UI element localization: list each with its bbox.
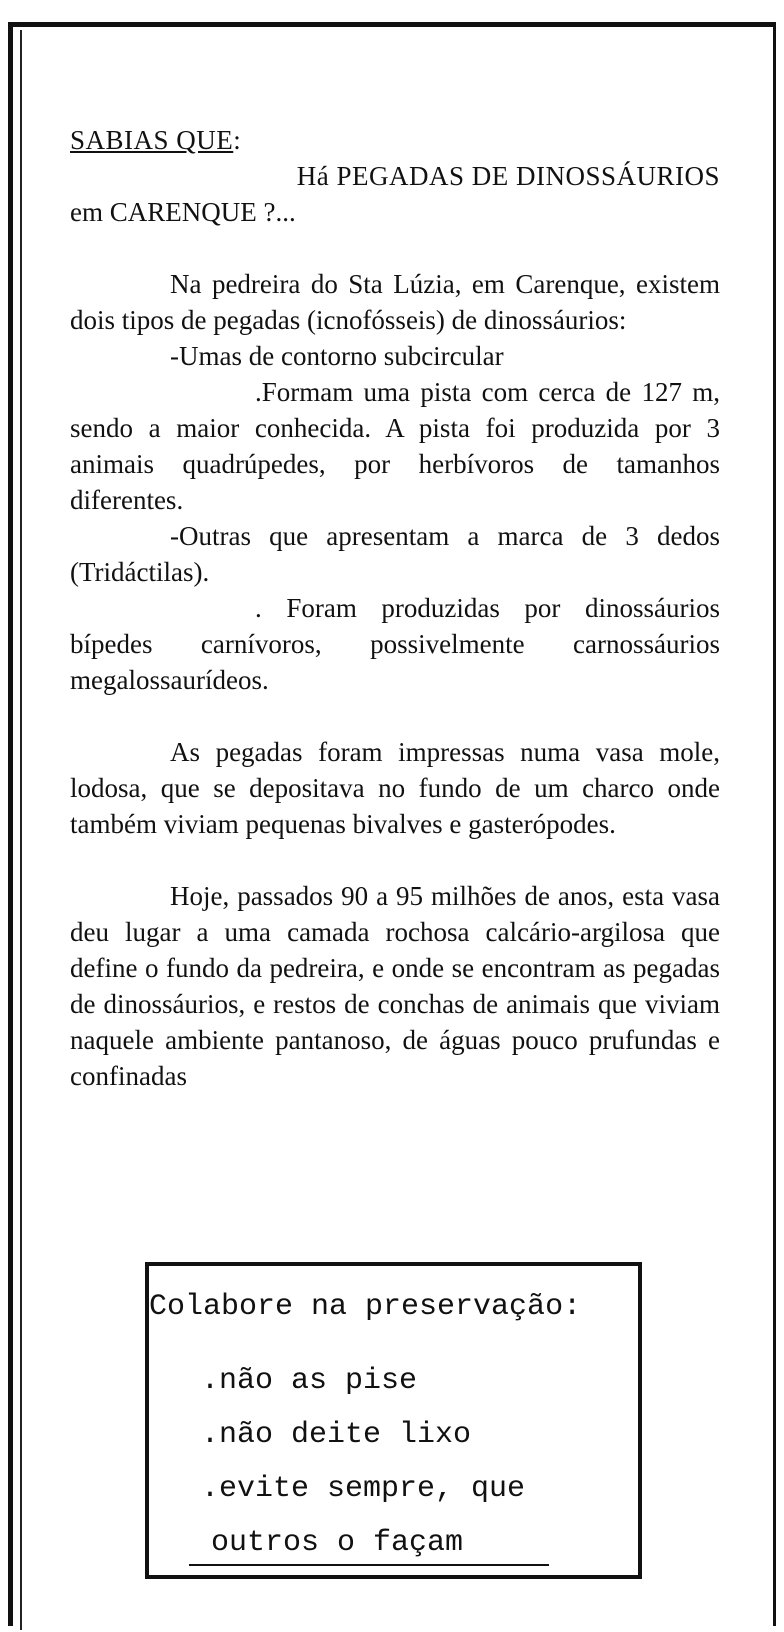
paragraph-type-two: -Outras que apresentam a marca de 3 dedos (Tridáctilas). [70,521,720,587]
notice-title: Colabore na preservação: [149,1290,582,1324]
heading-colon: : [233,125,241,155]
heading-label: SABIAS QUE [70,125,234,155]
heading-row [70,122,720,158]
paragraph-today: Hoje, passados 90 a 95 milhões de anos, esta vasa deu lugar a uma camada rochosa calcário-argilosa que define o fundo da pedreira, e onde se encontram as pegadas de dinossáurios, e restos de conchas de animais que viviam naquele ambiente pantanoso, de águas pouco prufundas e confinadas [70,881,720,1091]
paragraph-intro: Na pedreira do Sta Lúzia, em Carenque, existem dois tipos de pegadas (icnofósseis) de dinossáurios: [70,269,720,335]
notice-item: .não as pise [201,1364,418,1398]
document-body [70,122,720,1094]
heading-title-row [70,158,720,194]
left-margin-line [20,30,22,1630]
notice-item: .não deite lixo [201,1418,472,1452]
notice-item: .evite sempre, que [201,1472,526,1506]
heading-subtitle: em CARENQUE ?... [70,197,296,227]
spacer [70,842,720,878]
notice-underline [189,1564,549,1566]
paragraph-type-one: -Umas de contorno subcircular [170,341,504,371]
paragraph-type-two-detail: . Foram produzidas por dinossáurios bípedes carnívoros, possivelmente carnossáurios megalossaurídeos. [70,593,720,695]
notice-item: outros o façam [211,1526,464,1560]
paragraph-footprints: As pegadas foram impressas numa vasa mole, lodosa, que se depositava no fundo de um charco onde também viviam pequenas bivalves e gasterópodes. [70,737,720,839]
paragraph-type-one-detail: .Formam uma pista com cerca de 127 m, sendo a maior conhecida. A pista foi produzida por 3 animais quadrúpedes, por herbívoros de tamanhos diferentes. [70,377,720,515]
spacer [70,698,720,734]
heading-title: Há PEGADAS DE DINOSSÁURIOS [296,161,720,191]
preservation-notice-box [145,1262,642,1579]
